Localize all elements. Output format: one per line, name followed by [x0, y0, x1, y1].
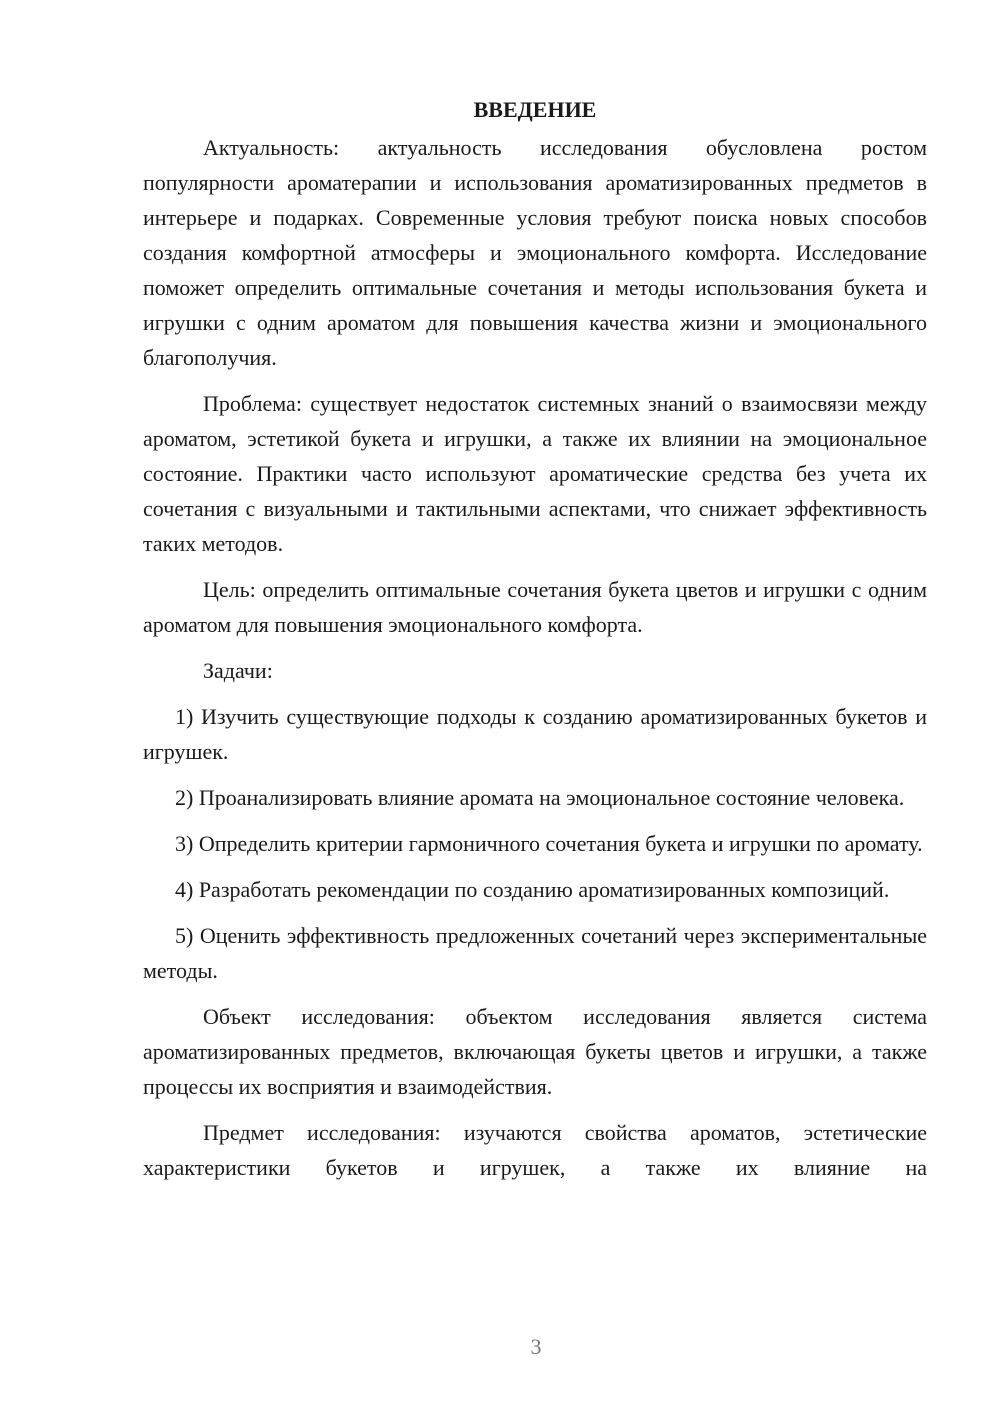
task-item-3: 3) Определить критерии гармоничного сочетания букета и игрушки по аромату.: [175, 831, 923, 856]
page-number: 3: [530, 1334, 542, 1359]
paragraph-tasks-heading: Задачи:: [203, 658, 273, 683]
paragraph-object: Объект исследования: объектом исследования является система ароматизированных предметов, включающая букеты цветов и игрушки, а также процессы их восприятия и взаимодействия.: [143, 1004, 927, 1099]
paragraph-subject: Предмет исследования: изучаются свойства ароматов, эстетические характеристики букетов и игрушек, а также их влияние на: [143, 1120, 927, 1180]
paragraph-relevance: Актуальность: актуальность исследования обусловлена ростом популярности ароматерапии и использования ароматизированных предметов в интерьере и подарках. Современные условия требуют поиска новых способов создания комфортной атмосферы и эмоционального комфорта. Исследование поможет определить оптимальные сочетания и методы использования букета и игрушки с одним ароматом для повышения качества жизни и эмоционального благополучия.: [143, 135, 927, 370]
document-page: [143, 92, 927, 1185]
task-item-1: 1) Изучить существующие подходы к созданию ароматизированных букетов и игрушек.: [143, 704, 927, 764]
task-item-2: 2) Проанализировать влияние аромата на эмоциональное состояние человека.: [175, 785, 905, 810]
paragraph-goal: Цель: определить оптимальные сочетания букета цветов и игрушки с одним ароматом для повышения эмоционального комфорта.: [143, 577, 927, 637]
task-item-4: 4) Разработать рекомендации по созданию ароматизированных композиций.: [175, 877, 890, 902]
paragraph-problem: Проблема: существует недостаток системных знаний о взаимосвязи между ароматом, эстетикой букета и игрушки, а также их влиянии на эмоциональное состояние. Практики часто используют ароматические средства без учета их сочетания с визуальными и тактильными аспектами, что снижает эффективность таких методов.: [143, 391, 927, 556]
task-item-5: 5) Оценить эффективность предложенных сочетаний через экспериментальные методы.: [143, 923, 927, 983]
section-title: ВВЕДЕНИЕ: [473, 97, 597, 122]
